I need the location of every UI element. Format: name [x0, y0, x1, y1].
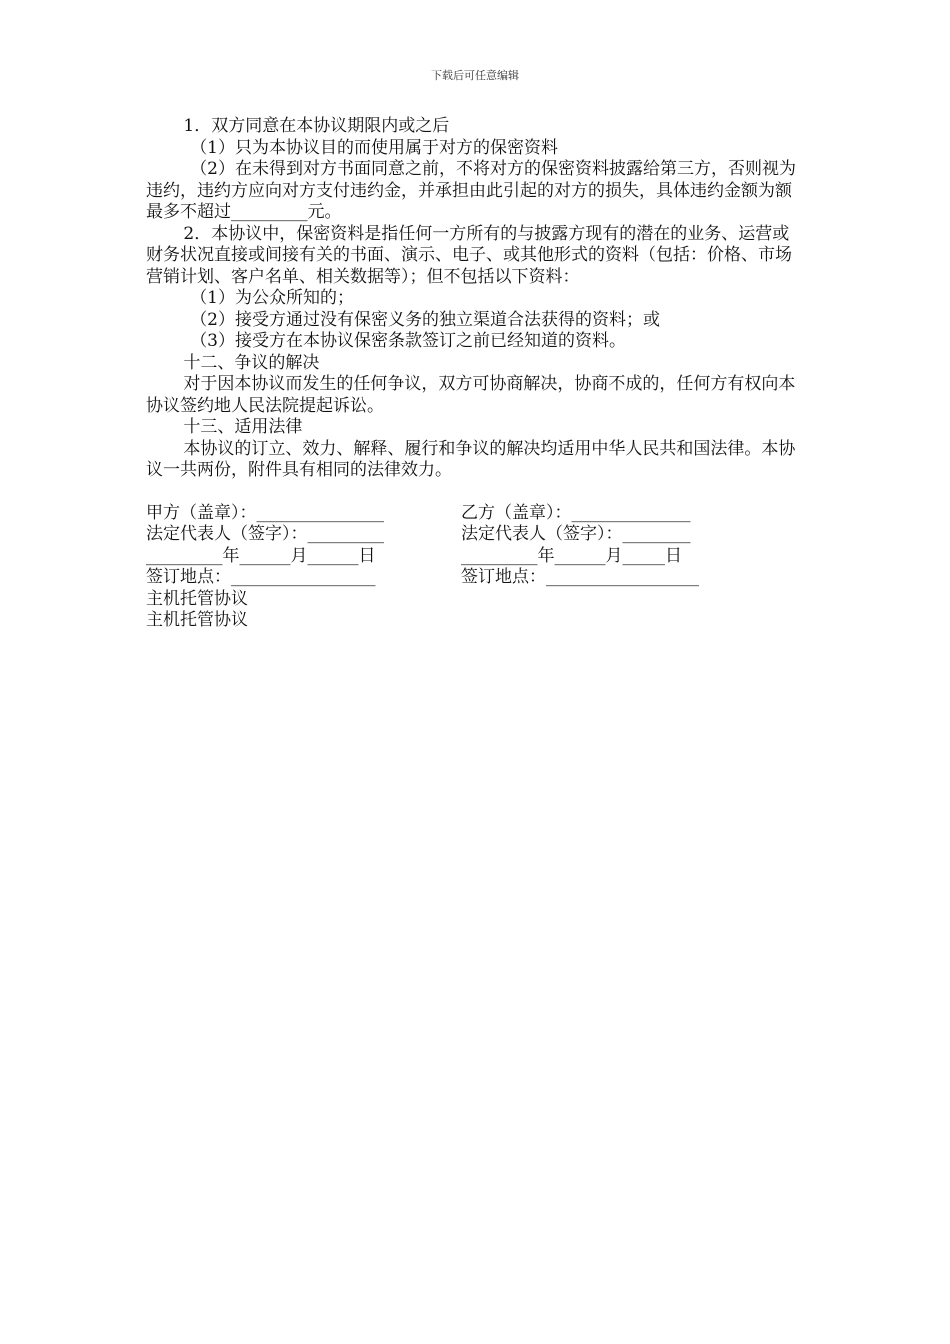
signature-row-rep	[146, 524, 806, 546]
page-header: 下载后可任意编辑	[431, 69, 519, 82]
party-a-representative: 法定代表人（签字）：_________	[146, 524, 384, 544]
party-b-date: _________年______月_____日	[461, 545, 682, 566]
signature-block	[146, 503, 806, 589]
clause-2-item-3: （3）接受方在本协议保密条款签订之前已经知道的资料。	[190, 331, 627, 351]
party-b-place: 签订地点：__________________	[461, 567, 699, 587]
party-b-seal: 乙方（盖章）：______________	[461, 502, 691, 523]
party-b-representative: 法定代表人（签字）：________	[461, 524, 691, 544]
clause-2-item-1: （1）为公众所知的；	[190, 288, 355, 308]
clause-2-item-2: （2）接受方通过没有保密义务的独立渠道合法获得的资料；或	[190, 309, 661, 330]
trailer-line: 主机托管协议	[146, 610, 248, 630]
trailer-line: 主机托管协议	[146, 588, 248, 609]
party-a-date: _________年______月______日	[146, 545, 376, 566]
signature-row-seal	[146, 503, 806, 525]
section-12-text: 对于因本协议而发生的任何争议，双方可协商解决，协商不成的，任何方有权向本协议签约地人民法院提起诉讼。	[146, 374, 796, 416]
party-a-place: 签订地点：_________________	[146, 567, 376, 587]
clause-1-item-1: （1）只为本协议目的而使用属于对方的保密资料	[190, 137, 559, 158]
clause-2: 2．本协议中，保密资料是指任何一方所有的与披露方现有的潜在的业务、运营或财务状况直接或间接有关的书面、演示、电子、或其他形式的资料（包括：价格、市场营销计划、客户名单、相关数据等）；但不包括以下资料：	[146, 223, 792, 287]
section-12-title: 十二、争议的解决	[183, 352, 320, 373]
clause-1: 1．双方同意在本协议期限内或之后	[183, 116, 450, 136]
party-a-seal: 甲方（盖章）：_______________	[146, 502, 384, 523]
signature-row-date	[146, 546, 806, 568]
section-13-text: 本协议的订立、效力、解释、履行和争议的解决均适用中华人民共和国法律。本协议一共两份，附件具有相同的法律效力。	[146, 438, 796, 480]
section-13-title: 十三、适用法律	[183, 417, 303, 437]
signature-row-place	[146, 567, 806, 589]
clause-1-item-2: （2）在未得到对方书面同意之前，不将对方的保密资料披露给第三方，否则视为违约，违约方应向对方支付违约金，并承担由此引起的对方的损失，具体违约金额为额最多不超过_________元。	[146, 159, 797, 222]
document-body	[146, 116, 806, 632]
